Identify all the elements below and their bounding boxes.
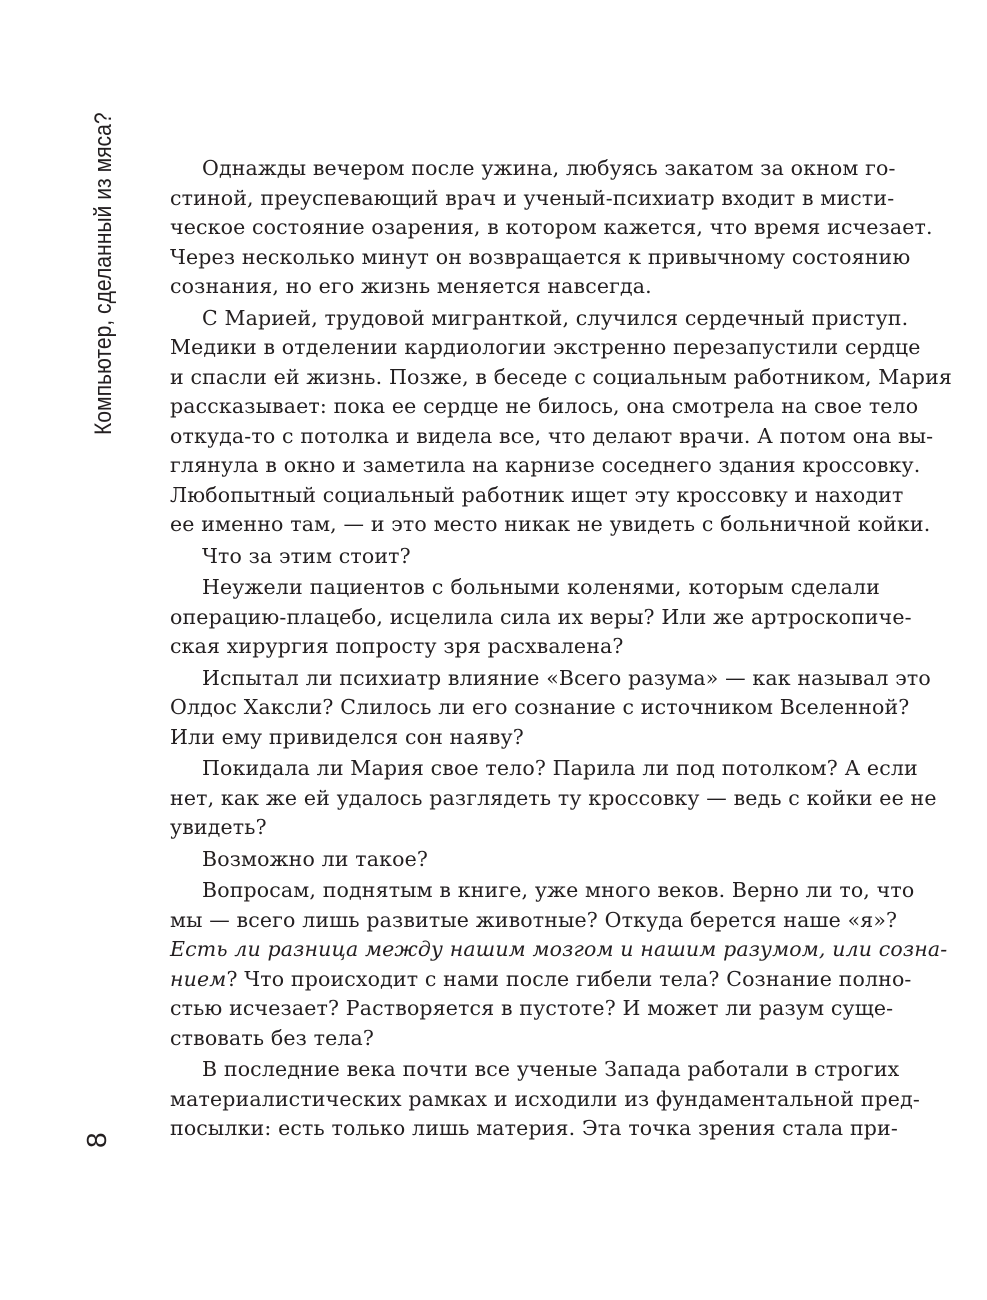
text-line: Испытал ли психиатр влияние «Всего разума» — как называл это xyxy=(202,665,931,690)
text-line: Через несколько минут он возвращается к привычному состоянию xyxy=(170,244,911,269)
text-line: операцию-плацебо, исцелила сила их веры? Или же артроскопиче- xyxy=(170,604,912,629)
text-line: Медики в отделении кардиологии экстренно перезапустили сердце xyxy=(170,335,921,359)
text-line: мы — всего лишь развитые животные? Откуда берется наше «я»? xyxy=(170,907,898,932)
text-line: Или ему привиделся сон наяву? xyxy=(170,724,524,749)
page-number-text: 8 xyxy=(81,1132,112,1148)
text-line xyxy=(170,965,912,995)
text-line: и спасли ей жизнь. Позже, в беседе с социальным работником, Мария xyxy=(170,364,952,389)
text-line: Вопросам, поднятым в книге, уже много веков. Верно ли то, что xyxy=(202,878,915,902)
text-line: стью исчезает? Растворяется в пустоте? И может ли разум суще- xyxy=(170,996,894,1020)
text-line: посылки: есть только лишь материя. Эта точка зрения стала при- xyxy=(170,1116,898,1140)
text-line: Что за этим стоит? xyxy=(202,543,411,568)
body-text xyxy=(170,154,952,1144)
text-line: материалистических рамках и исходили из фундаментальной пред- xyxy=(170,1086,920,1111)
text-line: увидеть? xyxy=(170,815,267,839)
text-line: ее именно там, — и это место никак не увидеть с больничной койки. xyxy=(170,512,931,536)
running-head xyxy=(84,112,124,436)
text-line: ская хирургия попросту зря расхвалена? xyxy=(170,634,624,658)
italic-word: нием xyxy=(170,966,227,991)
text-line: ческое состояние озарения, в котором кажется, что время исчезает. xyxy=(170,215,933,239)
text-line: Возможно ли такое? xyxy=(202,846,428,871)
text-line: стиной, преуспевающий врач и ученый-психиатр входит в мисти- xyxy=(170,185,895,210)
text-line: нет, как же ей удалось разглядеть ту кроссовку — ведь с койки ее не xyxy=(170,785,937,810)
text-line: Есть ли разница между нашим мозгом и нашим разумом, или созна- xyxy=(170,937,948,961)
text-line: В последние века почти все ученые Запада работали в строгих xyxy=(202,1057,900,1081)
text-line: Неужели пациентов с больными коленями, которым сделали xyxy=(202,575,880,599)
text-line: С Марией, трудовой мигранткой, случился сердечный приступ. xyxy=(202,305,909,330)
running-head-text: Компьютер, сделанный из мяса? xyxy=(90,112,117,436)
text-line: Покидала ли Мария свое тело? Парила ли под потолком? А если xyxy=(202,756,918,780)
text-fragment: ? Что происходит с нами после гибели тела? Сознание полно- xyxy=(226,966,912,991)
text-line: глянула в окно и заметила на карнизе соседнего здания кроссовку. xyxy=(170,453,921,477)
text-line: Однажды вечером после ужина, любуясь закатом за окном го- xyxy=(202,156,896,180)
text-line: рассказывает: пока ее сердце не билось, она смотрела на свое тело xyxy=(170,394,919,418)
text-line: откуда-то с потолка и видела все, что делают врачи. А потом она вы- xyxy=(170,423,934,448)
text-line: сознания, но его жизнь меняется навсегда. xyxy=(170,274,652,298)
text-line: ствовать без тела? xyxy=(170,1025,375,1050)
text-line: Любопытный социальный работник ищет эту кроссовку и находит xyxy=(170,482,904,507)
text-line: Олдос Хаксли? Слилось ли его сознание с источником Вселенной? xyxy=(170,695,910,719)
page-number xyxy=(81,1102,112,1148)
